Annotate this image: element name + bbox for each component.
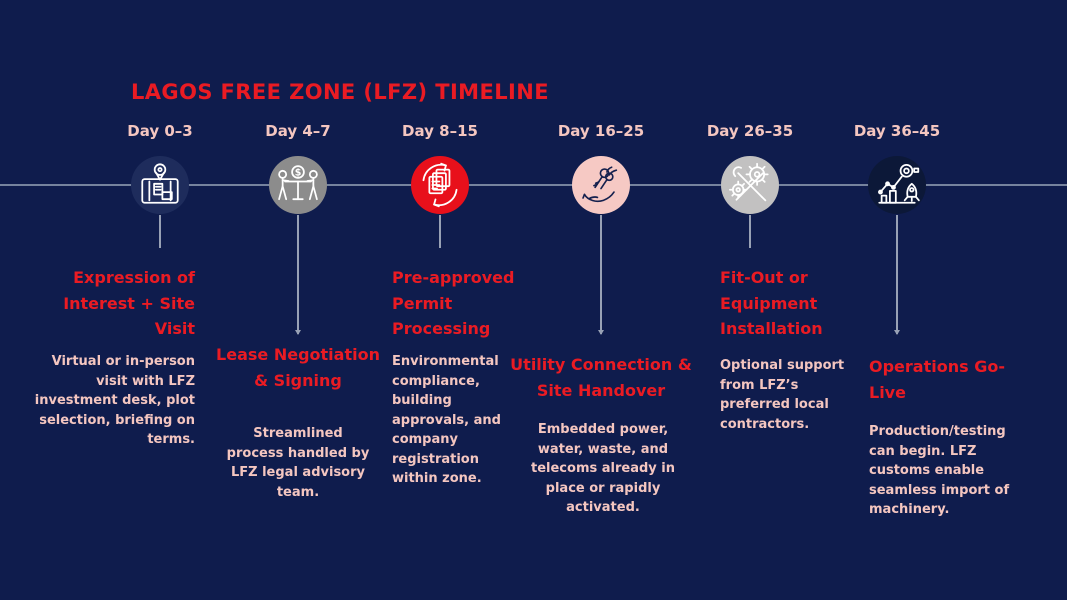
milestone-description: Production/testing can begin. LFZ customs enable seamless import of machinery. — [869, 424, 1010, 517]
launch-icon — [868, 156, 926, 214]
milestone-title: Expression of Interest + Site Visit — [63, 268, 195, 339]
connector-line — [749, 215, 751, 248]
day-range-label: Day 36–45 — [853, 122, 941, 140]
milestone-title: Utility Connection & Site Handover — [510, 355, 692, 400]
day-range-label: Day 26–35 — [706, 122, 794, 140]
connector-line — [297, 215, 299, 334]
day-range-label: Day 16–25 — [557, 122, 645, 140]
site-map-pin-icon — [131, 156, 189, 214]
day-range-label: Day 0–3 — [127, 122, 193, 140]
milestone-description: Streamlined process handled by LFZ legal advisory team. — [226, 426, 370, 500]
negotiation-icon — [269, 156, 327, 214]
milestone-title: Lease Negotiation & Signing — [216, 345, 380, 390]
page-title: LAGOS FREE ZONE (LFZ) TIMELINE — [131, 80, 549, 105]
document-processing-icon — [411, 156, 469, 214]
milestone-description: Embedded power, water, waste, and telecoms already in place or rapidly activated. — [531, 422, 675, 515]
connector-line — [159, 215, 161, 248]
milestone-description: Environmental compliance, building approvals, and company registration within zone. — [392, 354, 501, 486]
day-range-label: Day 8–15 — [402, 122, 478, 140]
key-handover-icon — [572, 156, 630, 214]
connector-line — [600, 215, 602, 334]
tools-icon — [721, 156, 779, 214]
milestone-title: Operations Go-Live — [869, 357, 1005, 402]
milestone-description: Optional support from LFZ’s preferred local contractors. — [720, 358, 845, 432]
day-range-label: Day 4–7 — [265, 122, 331, 140]
connector-line — [896, 215, 898, 334]
milestone-title: Fit-Out or Equipment Installation — [720, 268, 823, 339]
milestone-description: Virtual or in-person visit with LFZ investment desk, plot selection, briefing on terms. — [34, 354, 195, 447]
milestone-title: Pre-approved Permit Processing — [392, 268, 515, 339]
svg-text:$: $ — [294, 167, 302, 179]
connector-line — [439, 215, 441, 248]
